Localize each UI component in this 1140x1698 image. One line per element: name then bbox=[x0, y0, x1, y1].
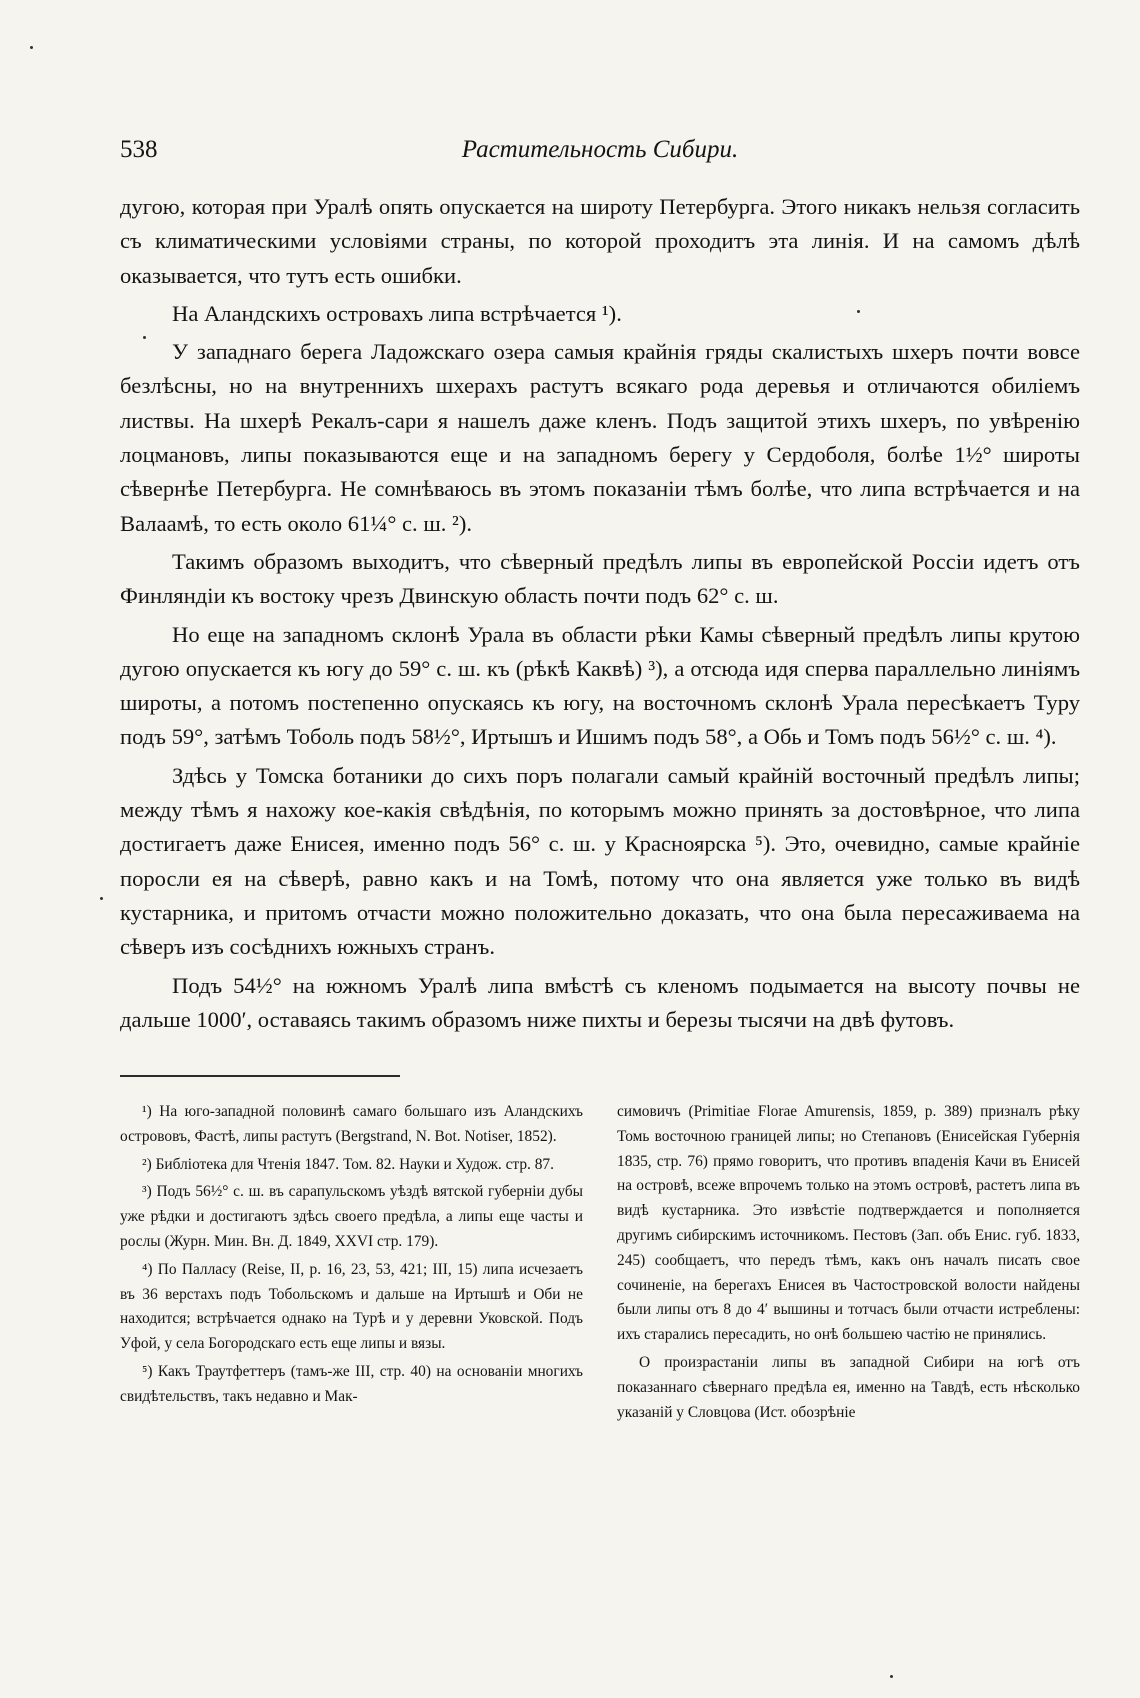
paragraph: Подъ 54½° на южномъ Уралѣ липа вмѣстѣ съ кленомъ подымается на высоту почвы не дальше 1000′, оставаясь такимъ образомъ ниже пихты и березы тысячи на двѣ футовъ. bbox=[120, 972, 1080, 1032]
footnote: ³) Подъ 56½° с. ш. въ сарапульскомъ уѣздѣ вятской губерніи дубы уже рѣдки и достигаютъ здѣсь своего предѣла, а липы еще часты и рослы (Журн. Мин. Вн. Д. 1849, XXVI стр. 179). bbox=[120, 1183, 583, 1250]
footnotes-right-column bbox=[617, 1100, 1080, 1425]
main-text bbox=[120, 190, 1080, 1037]
paragraph: Такимъ образомъ выходитъ, что сѣверный предѣлъ липы въ европейской Россіи идетъ отъ Финляндіи къ востоку чрезъ Двинскую область почти подъ 62° с. ш. bbox=[120, 548, 1080, 609]
page-header bbox=[120, 136, 1080, 176]
footnotes-left-column bbox=[120, 1100, 583, 1410]
scan-speck bbox=[100, 897, 103, 900]
footnote: ⁵) Какъ Траутфеттеръ (тамъ-же III, стр. 40) на основаніи многихъ свидѣтельствъ, такъ недавно и Мак- bbox=[120, 1362, 583, 1405]
scan-speck bbox=[30, 46, 33, 49]
footnote-divider bbox=[120, 1075, 400, 1077]
paragraph: Здѣсь у Томска ботаники до сихъ поръ полагали самый крайній восточный предѣлъ липы; между тѣмъ я нахожу кое-какія свѣдѣнія, по которымъ можно принять за достовѣрное, что липа достигаетъ даже Енисея, именно подъ 56° с. ш. у Красноярска ⁵). Это, очевидно, самые крайніе поросли ея на сѣверѣ, равно какъ и на Томѣ, потому что она является уже только въ видѣ кустарника, и притомъ отчасти можно положительно доказать, что она была пересаживаема на сѣверъ изъ сосѣднихъ южныхъ странъ. bbox=[120, 762, 1080, 960]
scan-speck bbox=[890, 1675, 893, 1678]
footnote: О произрастаніи липы въ западной Сибири на югѣ отъ показаннаго сѣвернаго предѣла ея, именно на Тавдѣ, есть нѣсколько указаній у Словцова (Ист. обозрѣніе bbox=[617, 1353, 1080, 1421]
footnote: ⁴) По Палласу (Reise, II, p. 16, 23, 53, 421; III, 15) липа исчезаетъ въ 36 верстахъ подъ Тобольскомъ и дальше на Иртышѣ и Оби не находится; встрѣчается однако на Турѣ и у деревни Уковской. Подъ Уфой, у села Богородскаго есть еще липы и вязы. bbox=[120, 1260, 583, 1353]
running-title: Растительность Сибири. bbox=[461, 136, 739, 163]
paragraph: У западнаго берега Ладожскаго озера самыя крайнія гряды скалистыхъ шхеръ почти вовсе безлѣсны, но на внутреннихъ шхерахъ растутъ всякаго рода деревья и отличаются обиліемъ листвы. На шхерѣ Рекалъ-сари я нашелъ даже кленъ. Подъ защитой этихъ шхеръ, по увѣренію лоцмановъ, липы показываются еще и на западномъ берегу у Сердоболя, болѣе 1½° широты сѣвернѣе Петербурга. Не сомнѣваюсь въ этомъ показаніи тѣмъ болѣе, что липа встрѣчается и на Валаамѣ, то есть около 61¼° с. ш. ²). bbox=[120, 339, 1080, 536]
footnote-continuation: симовичъ (Primitiae Florae Amurensis, 1859, p. 389) призналъ рѣку Томь восточною границей липы; но Степановъ (Енисейская Губернія 1835, стр. 76) прямо говоритъ, что противъ впаденія Качи въ Енисей на островѣ, всеже впрочемъ только на этомъ островѣ, растетъ липа въ видѣ кустарника. Это извѣстіе подтверждается и пополняется другимъ сибирскимъ источникомъ. Пестовъ (Зап. объ Енис. губ. 1833, 245) сообщаетъ, что передъ тѣмъ, какъ онъ началъ писать свое сочиненіе, на берегахъ Енисея въ Частостровской волости найдены были липы отъ 8 до 4′ вышины и тотчасъ были отчасти истреблены: ихъ старались пересадить, но онѣ большею частію не принялись. bbox=[617, 1103, 1080, 1344]
footnote: ²) Библіотека для Чтенія 1847. Том. 82. Науки и Худож. стр. 87. bbox=[142, 1155, 554, 1173]
paragraph: Но еще на западномъ склонѣ Урала въ области рѣки Камы сѣверный предѣлъ липы крутою дугою опускается къ югу до 59° с. ш. къ (рѣкѣ Каквѣ) ³), а отсюда идя сперва параллельно линіямъ широты, а потомъ постепенно опускаясь къ югу, на восточномъ склонѣ Урала пересѣкаетъ Туру подъ 59°, затѣмъ Тоболь подъ 58½°, Иртышъ и Ишимъ подъ 58°, а Обь и Томъ подъ 56½° с. ш. ⁴). bbox=[120, 621, 1080, 750]
paragraph: дугою, которая при Уралѣ опять опускается на широту Петербурга. Этого никакъ нельзя согласить съ климатическими условіями страны, по которой проходитъ эта линія. И на самомъ дѣлѣ оказывается, что тутъ есть ошибки. bbox=[120, 194, 1080, 288]
paragraph: На Аландскихъ островахъ липа встрѣчается ¹). bbox=[172, 300, 622, 326]
page-number: 538 bbox=[120, 136, 158, 163]
footnote: ¹) На юго-западной половинѣ самаго большаго изъ Аландскихъ острововъ, Фастѣ, липы растутъ (Bergstrand, N. Bot. Notiser, 1852). bbox=[120, 1103, 583, 1145]
